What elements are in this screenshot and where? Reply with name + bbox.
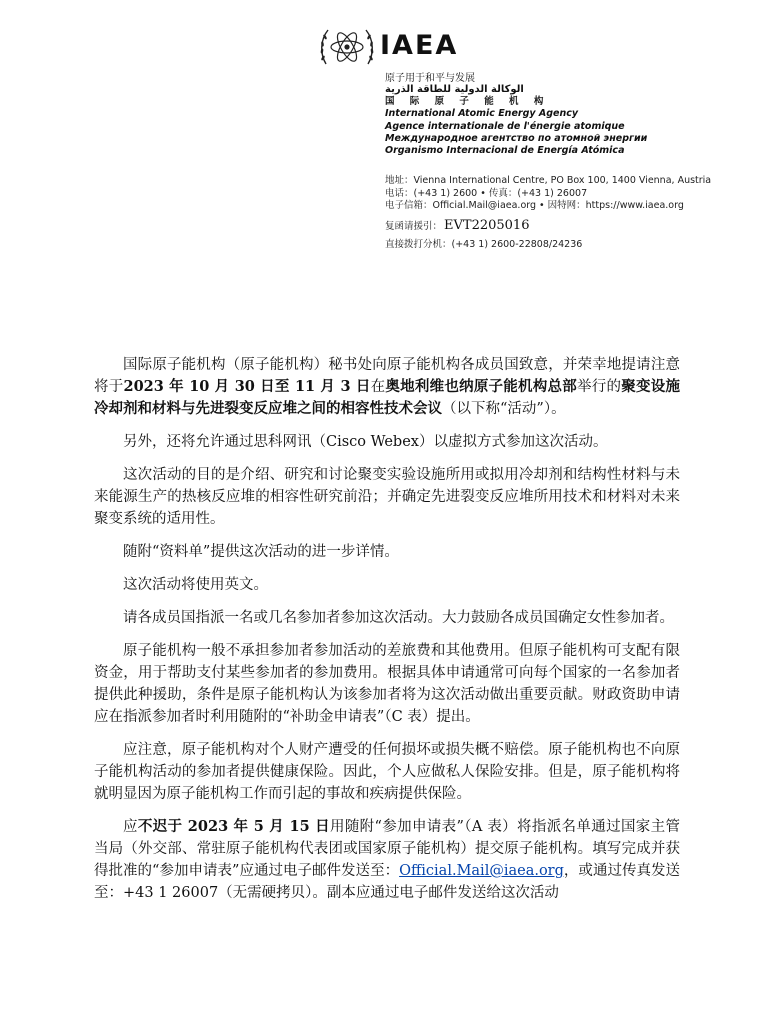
- agency-names: [385, 84, 745, 157]
- p9-text-d: ，或通过传真发送至：+43 1 26007（无需硬拷贝）。副本应通过电子邮件发送给这次活动: [94, 863, 681, 901]
- paragraph-9: [94, 816, 680, 904]
- extension-line: 直接拨打分机：(+43 1) 2600-22808/24236: [385, 239, 583, 250]
- bullet-separator: •: [539, 200, 545, 211]
- event-title: 聚变设施冷却剂和材料与先进裂变反应堆之间的相容性技术会议: [94, 378, 681, 417]
- agency-name-english: International Atomic Energy Agency: [385, 108, 579, 120]
- p9-text-c: 用随附“参加申请表”（A 表）将指派名单通过国家主管当局（外交部、常驻原子能机构代表团或国家原子能机构）提交原子能机构。填写完成并获得批准的“参加申请表”应通过电子邮件发送至：: [94, 819, 681, 879]
- iaea-logo: [318, 24, 518, 70]
- p9-text-a: 应: [123, 819, 138, 835]
- reference-code: EVT2205016: [444, 218, 530, 233]
- logo-wordmark: IAEA: [380, 30, 459, 61]
- bullet-separator: •: [480, 187, 486, 199]
- iaea-emblem-icon: [318, 24, 376, 70]
- paragraph-1: [94, 354, 680, 420]
- event-venue: 奥地利维也纳原子能机构总部: [385, 378, 578, 395]
- email-web-line: [385, 200, 745, 213]
- paragraph-6: 请各成员国指派一名或几名参加者参加这次活动。大力鼓励各成员国确定女性参加者。: [123, 610, 674, 626]
- agency-name-french: Agence internationale de l'énergie atomique: [385, 120, 625, 132]
- paragraph-8: 应注意，原子能机构对个人财产遭受的任何损坏或损失概不赔偿。原子能机构也不向原子能机构活动的参加者提供健康保险。因此，个人应做私人保险安排。但是，原子能机构将就明显因为原子能机构工作而引起的事故和疾病提供保险。: [94, 742, 680, 802]
- paragraph-4: 随附“资料单”提供这次活动的进一步详情。: [123, 544, 399, 560]
- p1-text-c: 在: [370, 379, 386, 395]
- event-dates: 2023 年 10 月 30 日至 11 月 3 日: [123, 378, 371, 395]
- fax-text: 传真：(+43 1) 26007: [488, 187, 588, 199]
- web-text[interactable]: 因特网：https://www.iaea.org: [547, 200, 684, 211]
- reference-label: 复函请援引：: [385, 221, 443, 232]
- address-line: 地址：Vienna International Centre, PO Box 100, 1400 Vienna, Austria: [385, 175, 712, 186]
- agency-name-chinese: 国 际 原 子 能 机 构: [385, 96, 550, 108]
- p1-text-a: 国际原子能机构（原子能机构）秘书处向原子能机构各成员国致意，并荣幸地提请注意将于: [94, 357, 680, 395]
- reference-line: [385, 218, 745, 233]
- p1-text-e: 举行的: [577, 379, 622, 395]
- letter-body: [94, 354, 680, 915]
- contact-block: [385, 175, 745, 213]
- tagline: 原子用于和平与发展: [385, 73, 475, 84]
- deadline-date: 不迟于 2023 年 5 月 15 日: [137, 818, 330, 835]
- paragraph-5: 这次活动将使用英文。: [123, 577, 268, 593]
- email-text[interactable]: 电子信箱：Official.Mail@iaea.org: [385, 200, 537, 211]
- agency-name-spanish: Organismo Internacional de Energía Atómica: [385, 145, 625, 157]
- paragraph-3: 这次活动的目的是介绍、研究和讨论聚变实验设施所用或拟用冷却剂和结构性材料与未来能源生产的热核反应堆的相容性研究前沿；并确定先进裂变反应堆所用技术和材料对未来聚变系统的适用性。: [94, 467, 680, 527]
- phone-text: 电话：(+43 1) 2600: [385, 187, 478, 199]
- paragraph-2: 另外，还将允许通过思科网讯（Cisco Webex）以虚拟方式参加这次活动。: [123, 434, 608, 450]
- official-mail-link[interactable]: Official.Mail@iaea.org: [399, 863, 564, 879]
- agency-name-arabic: الوكالة الدولية للطاقة الذرية: [385, 84, 524, 95]
- paragraph-7: 原子能机构一般不承担参加者参加活动的差旅费和其他费用。但原子能机构可支配有限资金，用于帮助支付某些参加者的参加费用。根据具体申请通常可向每个国家的一名参加者提供此种援助，条件是原子能机构认为该参加者将为这次活动做出重要贡献。财政资助申请应在指派参加者时利用随附的“补助金申请表”（C 表）提出。: [94, 643, 680, 725]
- phone-fax-line: [385, 188, 745, 201]
- reference-block: [385, 218, 745, 250]
- agency-name-russian: Международное агентство по атомной энергии: [385, 132, 648, 144]
- p1-text-g: （以下称“活动”）。: [442, 401, 566, 417]
